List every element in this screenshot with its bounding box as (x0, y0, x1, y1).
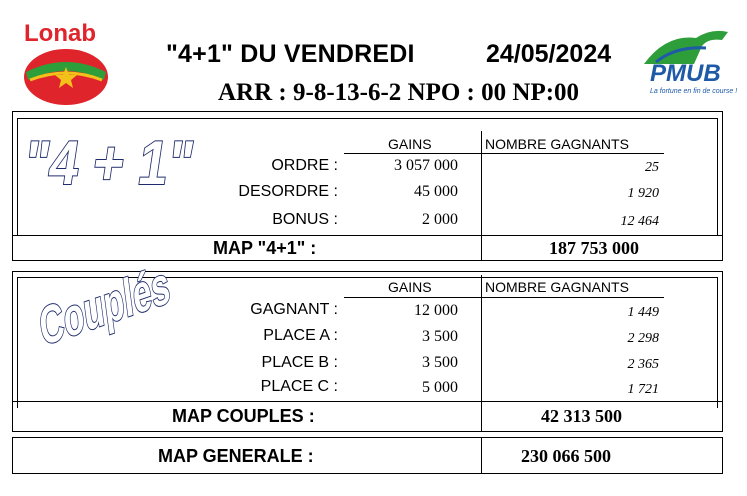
row-label: PLACE C : (260, 378, 338, 395)
lonab-logo (18, 22, 114, 108)
row-gain: 5 000 (422, 379, 458, 396)
col-gains-header: GAINS (388, 279, 432, 295)
col-winners-header: NOMBRE GAGNANTS (485, 279, 629, 295)
map-couples-value: 42 313 500 (541, 406, 622, 426)
panel-general (12, 437, 723, 474)
row-winners: 25 (645, 160, 659, 175)
row-label: GAGNANT : (250, 301, 338, 318)
map-couples-label: MAP COUPLES : (172, 406, 315, 426)
map-top-line (12, 235, 723, 236)
row-gain: 12 000 (414, 302, 458, 319)
row-winners: 12 464 (620, 214, 659, 229)
col-gains-header: GAINS (388, 136, 432, 152)
row-gain: 3 500 (422, 328, 458, 345)
row-label: PLACE A : (263, 327, 338, 344)
pmub-logo (636, 24, 741, 100)
map-divider (481, 401, 482, 432)
big-label-couples: Couplés (36, 254, 174, 358)
row-gain: 3 057 000 (394, 157, 458, 174)
row-label: BONUS : (272, 211, 338, 228)
row-label: DESORDRE : (238, 183, 338, 200)
header-underline (344, 297, 664, 298)
row-winners: 1 449 (627, 305, 659, 320)
lonab-logo-text: Lonab (24, 20, 96, 47)
header-underline (344, 153, 664, 154)
col-divider (481, 131, 482, 235)
map-divider (481, 235, 482, 261)
row-gain: 45 000 (414, 183, 458, 200)
page-title: "4+1" DU VENDREDI (166, 40, 415, 68)
row-winners: 1 920 (627, 186, 659, 201)
arrival-line: ARR : 9-8-13-6-2 NPO : 00 NP:00 (218, 79, 580, 106)
map-general-value: 230 066 500 (521, 446, 611, 466)
col-divider (481, 275, 482, 401)
row-label: PLACE B : (261, 354, 338, 371)
pmub-logo-text: PMUB (650, 60, 721, 87)
row-gain: 3 500 (422, 354, 458, 371)
pmub-slogan: La fortune en fin de course ! (650, 88, 738, 95)
map-divider (481, 437, 482, 474)
map-top-line (12, 401, 723, 402)
row-gain: 2 000 (422, 211, 458, 228)
big-label-4plus1: "4 + 1" (19, 129, 199, 198)
map-4plus1-value: 187 753 000 (549, 238, 639, 258)
race-date: 24/05/2024 (486, 40, 612, 68)
row-winners: 1 721 (627, 382, 659, 397)
map-4plus1-label: MAP "4+1" : (213, 238, 317, 258)
row-label: ORDRE : (271, 157, 338, 174)
col-winners-header: NOMBRE GAGNANTS (485, 136, 629, 152)
map-general-label: MAP GENERALE : (158, 446, 314, 466)
row-winners: 2 365 (627, 357, 659, 372)
row-winners: 2 298 (627, 331, 659, 346)
